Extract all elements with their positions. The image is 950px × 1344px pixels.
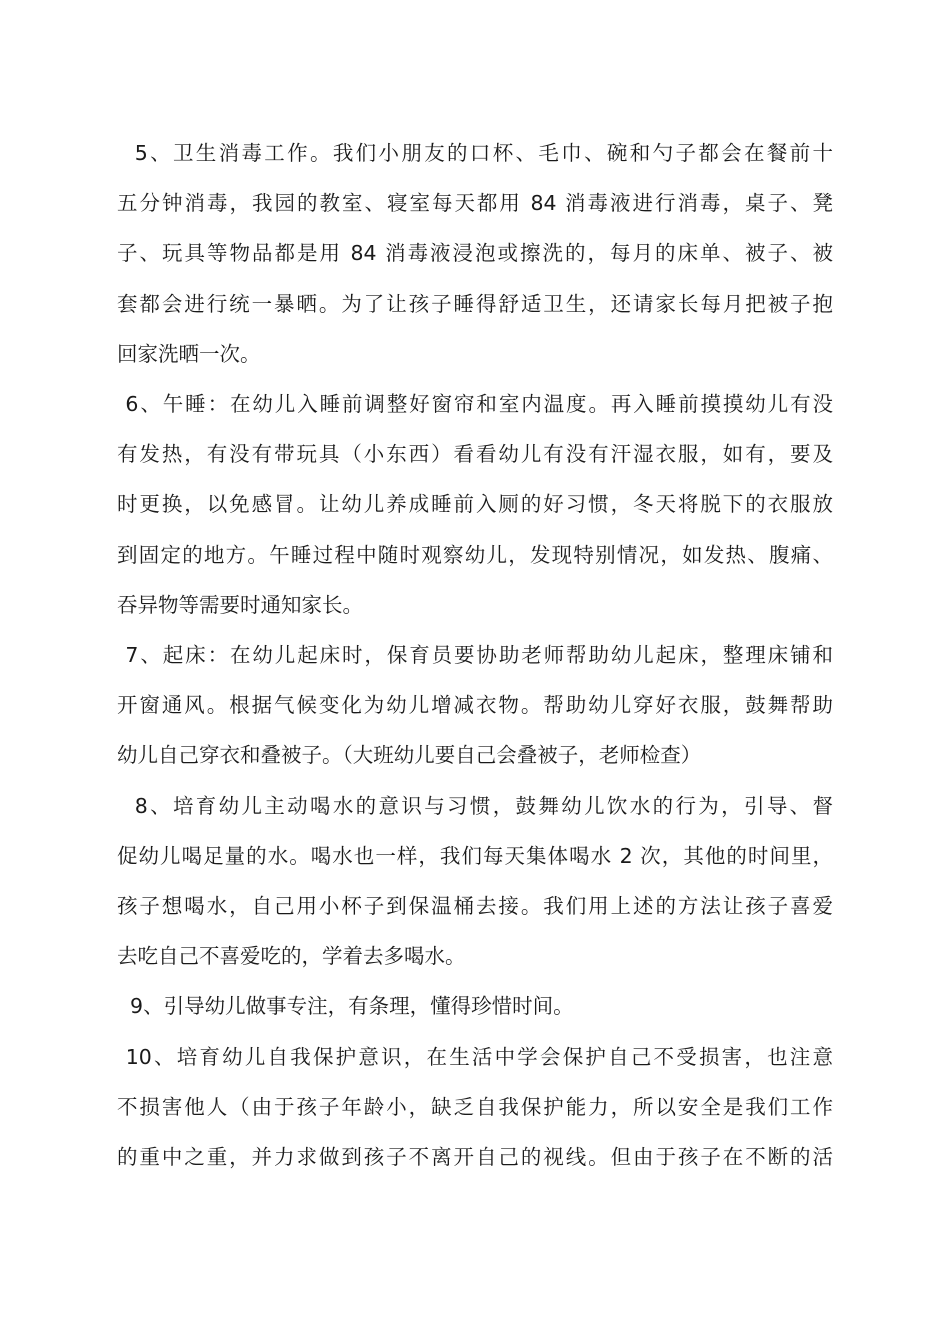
text-line: 吞异物等需要时通知家长。	[117, 592, 363, 617]
text-line: 套都会进行统一暴晒。为了让孩子睡得舒适卫生，还请家长每月把被子抱	[117, 291, 833, 316]
text-line: 开窗通风。根据气候变化为幼儿增减衣物。帮助幼儿穿好衣服，鼓舞帮助	[117, 693, 833, 718]
text-line: 的重中之重，并力求做到孩子不离开自己的视线。但由于孩子在不断的活	[117, 1145, 833, 1169]
text-line: 9、引导幼儿做事专注，有条理，懂得珍惜时间。	[117, 994, 574, 1019]
text-line: 5、卫生消毒工作。我们小朋友的口杯、毛巾、碗和勺子都会在餐前十	[117, 141, 833, 165]
text-line: 五分钟消毒，我园的教室、寝室每天都用 84 消毒液进行消毒，桌子、凳	[117, 191, 833, 216]
text-line: 不损害他人（由于孩子年龄小，缺乏自我保护能力，所以安全是我们工作	[117, 1094, 833, 1119]
text-line: 时更换，以免感冒。让幼儿养成睡前入厕的好习惯，冬天将脱下的衣服放	[117, 492, 833, 517]
text-line: 去吃自己不喜爱吃的，学着去多喝水。	[117, 944, 466, 969]
text-line: 6、午睡：在幼儿入睡前调整好窗帘和室内温度。再入睡前摸摸幼儿有没	[117, 392, 833, 416]
text-line: 子、玩具等物品都是用 84 消毒液浸泡或擦洗的，每月的床单、被子、被	[117, 241, 833, 266]
text-line: 孩子想喝水，自己用小杯子到保温桶去接。我们用上述的方法让孩子喜爱	[117, 894, 833, 918]
text-line: 有发热，有没有带玩具（小东西）看看幼儿有没有汗湿衣服，如有，要及	[117, 442, 833, 467]
text-line: 回家洗晒一次。	[117, 341, 261, 366]
text-line: 促幼儿喝足量的水。喝水也一样，我们每天集体喝水 2 次，其他的时间里，	[117, 843, 833, 868]
text-line: 10、培育幼儿自我保护意识，在生活中学会保护自己不受损害，也注意	[117, 1044, 833, 1069]
text-line: 幼儿自己穿衣和叠被子。（大班幼儿要自己会叠被子，老师检查）	[117, 743, 702, 768]
text-line: 到固定的地方。午睡过程中随时观察幼儿，发现特别情况，如发热、腹痛、	[117, 542, 833, 567]
text-line: 8、培育幼儿主动喝水的意识与习惯，鼓舞幼儿饮水的行为，引导、督	[117, 793, 833, 818]
text-line: 7、起床：在幼儿起床时，保育员要协助老师帮助幼儿起床，整理床铺和	[117, 643, 833, 667]
